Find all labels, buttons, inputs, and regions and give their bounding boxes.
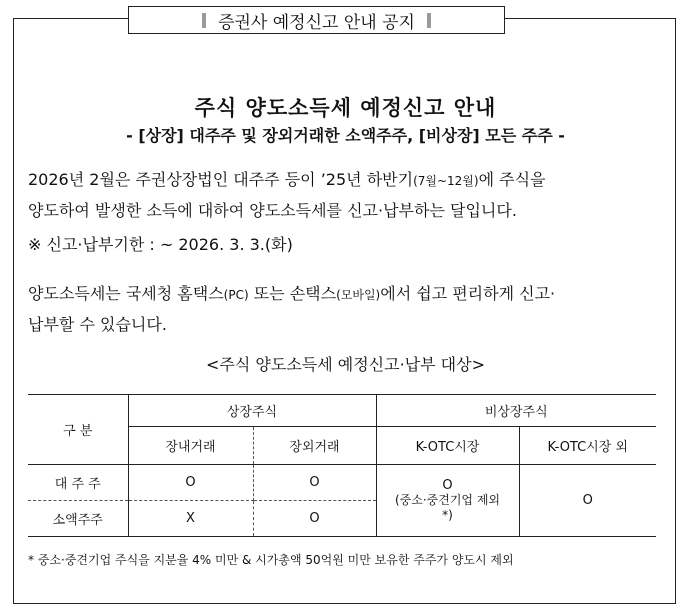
main-title: 주식 양도소득세 예정신고 안내 — [194, 96, 497, 120]
kotc-outside-cell: O — [582, 493, 593, 508]
category-header: 구 분 — [28, 395, 128, 465]
row-label-minority-shareholder: 소액주주 — [28, 501, 128, 537]
intro-line-2: 양도하여 발생한 소득에 대하여 양도소득세를 신고·납부하는 달입니다. — [28, 201, 517, 220]
listed-stock-header: 상장주식 — [128, 395, 376, 427]
minority-offmarket-cell: O — [253, 501, 376, 537]
intro-line-1: 2026년 2월은 주권상장법인 대주주 등이 ’25년 하반기(7월~12월)에 주식을 — [28, 170, 546, 189]
row-label-major-shareholder: 대 주 주 — [28, 465, 128, 501]
major-onmarket-cell: O — [128, 465, 253, 501]
filing-line-2: 납부할 수 있습니다. — [28, 315, 167, 334]
notice-header — [128, 6, 505, 34]
minority-onmarket-cell: X — [128, 501, 253, 537]
table-row — [28, 465, 656, 501]
table-caption: <주식 양도소득세 예정신고·납부 대상> — [206, 355, 485, 374]
kotc-cell — [376, 465, 519, 537]
kotc-mark: O — [442, 478, 453, 493]
filing-target-table — [28, 394, 656, 537]
subheader-onmarket: 장내거래 — [128, 427, 253, 465]
header-bar-left — [202, 13, 206, 28]
header-bar-right — [427, 13, 431, 28]
unlisted-stock-header: 비상장주식 — [376, 395, 656, 427]
major-offmarket-cell: O — [253, 465, 376, 501]
header-title: 증권사 예정신고 안내 공지 — [218, 12, 415, 33]
deadline-text: ※ 신고·납부기한 : ~ 2026. 3. 3.(화) — [28, 235, 293, 254]
filing-line-1: 양도소득세는 국세청 홈택스(PC) 또는 손택스(모바일)에서 쉽고 편리하게 신고· — [28, 284, 556, 303]
table-header-row-1 — [28, 395, 656, 427]
filing-paragraph — [28, 279, 668, 339]
table-bottom-rule — [28, 537, 656, 538]
subheader-kotc-outside: K-OTC시장 외 — [519, 427, 656, 465]
subheader-offmarket: 장외거래 — [253, 427, 376, 465]
table-footnote: * 중소·중견기업 주식을 지분율 4% 미만 & 시가총액 50억원 미만 보유한 주주가 양도시 제외 — [28, 553, 514, 567]
main-subtitle: - [상장] 대주주 및 장외거래한 소액주주, [비상장] 모든 주주 - — [126, 126, 565, 145]
kotc-exclusion-note: (중소·중견기업 제외*) — [394, 493, 501, 522]
intro-paragraph — [28, 165, 668, 225]
subheader-kotc: K-OTC시장 — [376, 427, 519, 465]
